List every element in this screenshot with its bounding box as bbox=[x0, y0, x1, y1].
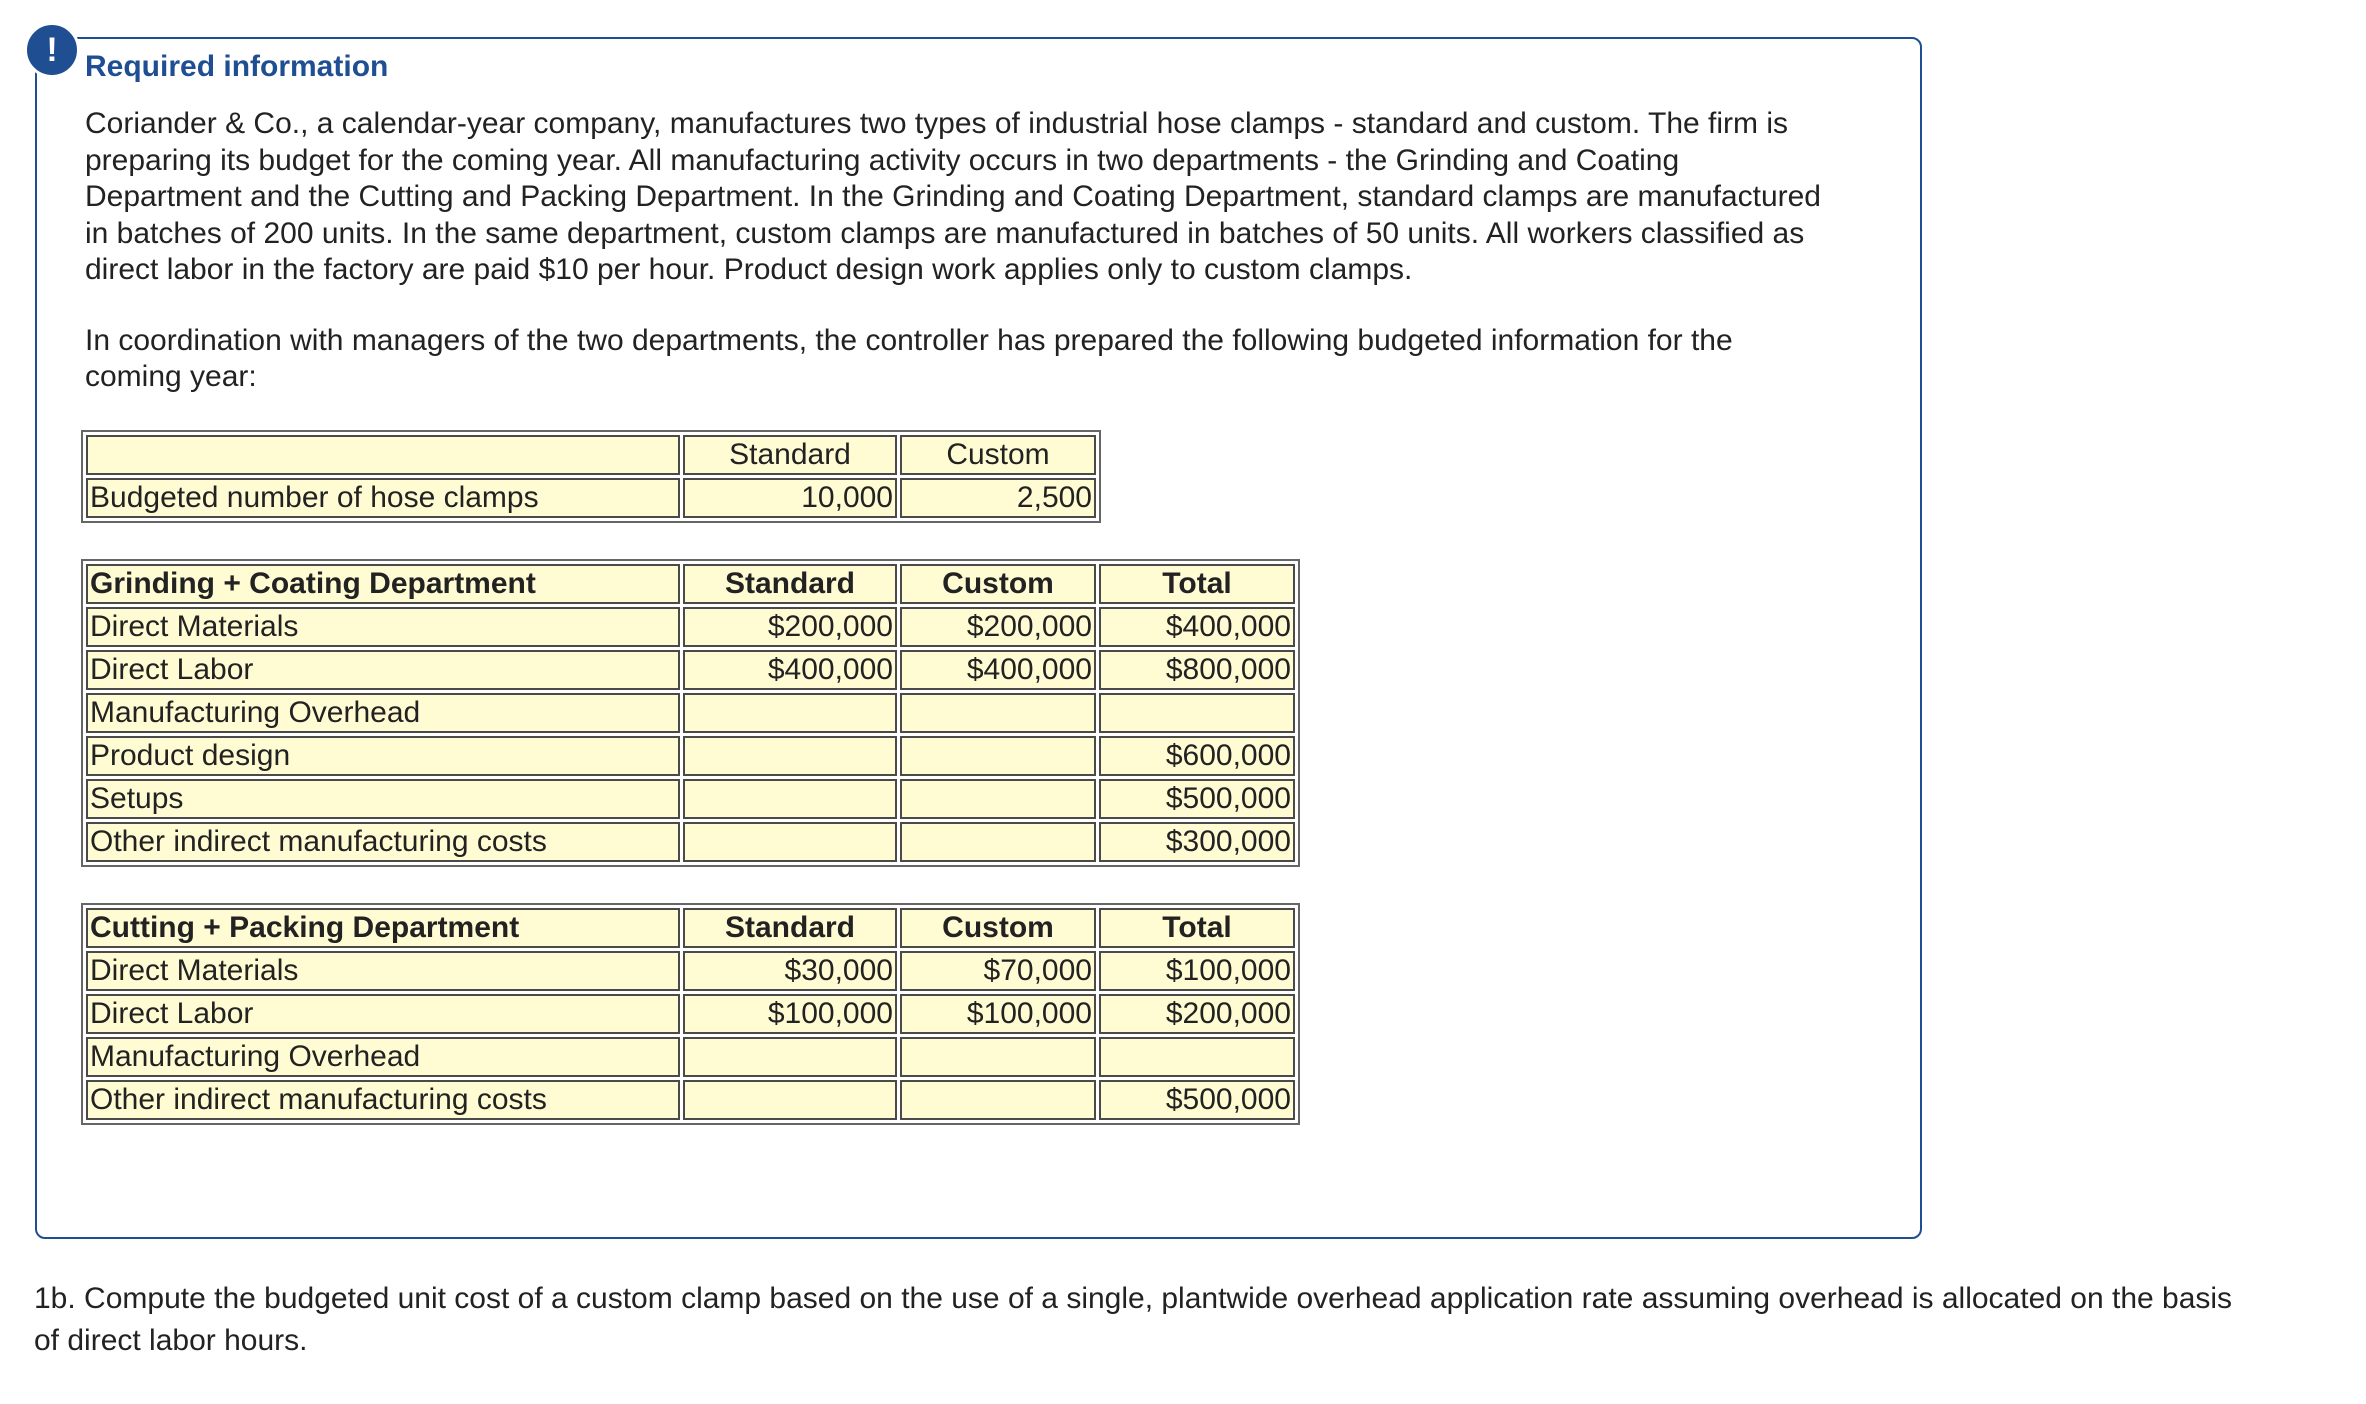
table-header-row bbox=[86, 564, 1295, 604]
total-value bbox=[1099, 1037, 1295, 1077]
required-information-content bbox=[85, 50, 1845, 1161]
row-label: Direct Labor bbox=[86, 650, 680, 690]
header-cell: Standard bbox=[683, 564, 897, 604]
table-header-row bbox=[86, 435, 1096, 475]
standard-value: 10,000 bbox=[683, 478, 897, 518]
row-label: Product design bbox=[86, 736, 680, 776]
header-cell: Standard bbox=[683, 435, 897, 475]
total-value: $500,000 bbox=[1099, 779, 1295, 819]
row-label: Direct Materials bbox=[86, 951, 680, 991]
custom-value bbox=[900, 1037, 1096, 1077]
standard-value bbox=[683, 1080, 897, 1120]
standard-value: $100,000 bbox=[683, 994, 897, 1034]
custom-value bbox=[900, 736, 1096, 776]
total-value: $200,000 bbox=[1099, 994, 1295, 1034]
row-label: Direct Materials bbox=[86, 607, 680, 647]
total-value: $800,000 bbox=[1099, 650, 1295, 690]
row-label: Other indirect manufacturing costs bbox=[86, 1080, 680, 1120]
row-label: Budgeted number of hose clamps bbox=[86, 478, 680, 518]
total-value: $500,000 bbox=[1099, 1080, 1295, 1120]
header-cell: Total bbox=[1099, 908, 1295, 948]
standard-value: $30,000 bbox=[683, 951, 897, 991]
alert-icon: ! bbox=[24, 22, 80, 78]
custom-value bbox=[900, 822, 1096, 862]
standard-value bbox=[683, 1037, 897, 1077]
header-cell: Custom bbox=[900, 564, 1096, 604]
table-row bbox=[86, 994, 1295, 1034]
standard-value: $400,000 bbox=[683, 650, 897, 690]
row-label: Manufacturing Overhead bbox=[86, 1037, 680, 1077]
info-title: Required information bbox=[85, 50, 389, 83]
standard-value bbox=[683, 736, 897, 776]
cutting-packing-table bbox=[81, 903, 1300, 1125]
total-value: $100,000 bbox=[1099, 951, 1295, 991]
standard-value bbox=[683, 693, 897, 733]
custom-value bbox=[900, 1080, 1096, 1120]
intro-paragraph: Coriander & Co., a calendar-year company, manufactures two types of industrial hose clamps - standard and custom. The firm is preparing its budget for the coming year. All manufacturing activity occurs in two departments - the Grinding and Coating Department and the Cutting and Packing Department. In the Grinding and Coating Department, standard clamps are manufactured in batches of 200 units. In the same department, custom clamps are manufactured in batches of 50 units. All workers classified as direct labor in the factory are paid $10 per hour. Product design work applies only to custom clamps. bbox=[85, 107, 1821, 286]
table-row bbox=[86, 779, 1295, 819]
header-cell: Standard bbox=[683, 908, 897, 948]
table-row bbox=[86, 693, 1295, 733]
custom-value: $400,000 bbox=[900, 650, 1096, 690]
header-cell: Grinding + Coating Department bbox=[86, 564, 680, 604]
header-cell: Custom bbox=[900, 435, 1096, 475]
header-cell: Total bbox=[1099, 564, 1295, 604]
total-value: $300,000 bbox=[1099, 822, 1295, 862]
header-cell: Custom bbox=[900, 908, 1096, 948]
grinding-coating-table bbox=[81, 559, 1300, 867]
standard-value: $200,000 bbox=[683, 607, 897, 647]
total-value bbox=[1099, 693, 1295, 733]
custom-value bbox=[900, 779, 1096, 819]
header-cell bbox=[86, 435, 680, 475]
custom-value: $100,000 bbox=[900, 994, 1096, 1034]
standard-value bbox=[683, 779, 897, 819]
custom-value bbox=[900, 693, 1096, 733]
custom-value: 2,500 bbox=[900, 478, 1096, 518]
row-label: Setups bbox=[86, 779, 680, 819]
row-label: Other indirect manufacturing costs bbox=[86, 822, 680, 862]
table-row bbox=[86, 607, 1295, 647]
custom-value: $70,000 bbox=[900, 951, 1096, 991]
table-row bbox=[86, 1037, 1295, 1077]
custom-value: $200,000 bbox=[900, 607, 1096, 647]
table-row bbox=[86, 822, 1295, 862]
table-row bbox=[86, 736, 1295, 776]
standard-value bbox=[683, 822, 897, 862]
total-value: $400,000 bbox=[1099, 607, 1295, 647]
coordination-paragraph: In coordination with managers of the two departments, the controller has prepared the following budgeted information for the coming year: bbox=[85, 323, 1733, 393]
question-prompt: 1b. Compute the budgeted unit cost of a custom clamp based on the use of a single, plantwide overhead application rate assuming overhead is allocated on the basis of direct labor hours. bbox=[34, 1282, 2233, 1357]
table-row bbox=[86, 650, 1295, 690]
table-header-row bbox=[86, 908, 1295, 948]
row-label: Manufacturing Overhead bbox=[86, 693, 680, 733]
table-row bbox=[86, 478, 1096, 518]
table-row bbox=[86, 1080, 1295, 1120]
table-row bbox=[86, 951, 1295, 991]
total-value: $600,000 bbox=[1099, 736, 1295, 776]
row-label: Direct Labor bbox=[86, 994, 680, 1034]
header-cell: Cutting + Packing Department bbox=[86, 908, 680, 948]
budgeted-volume-table bbox=[81, 430, 1101, 523]
